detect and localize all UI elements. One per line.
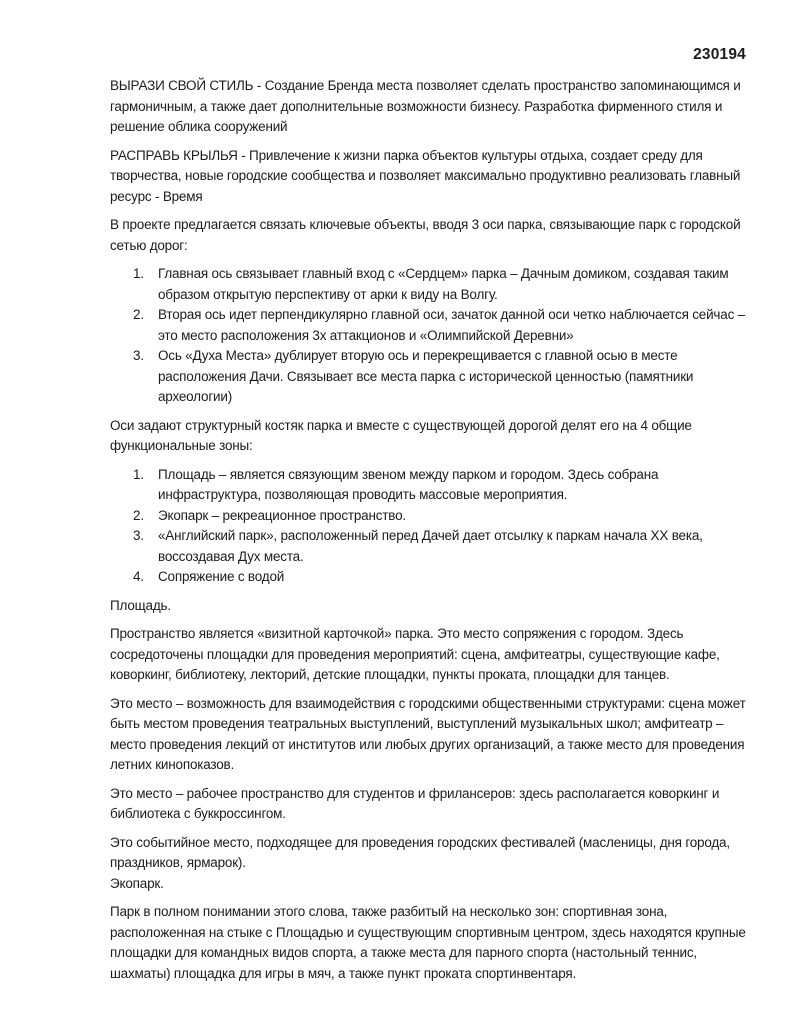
- paragraph-public-structures: Это место – возможность для взаимодействия с городскими общественными структурами: сцена может быть местом проведения театральных выступлений, выступлений музыкальных школ; амфитеатр – место проведения лекций от институтов или любых других организаций, а также место для проведения летних кинопоказов.: [110, 695, 746, 772]
- paragraph-spread-wings: РАСПРАВЬ КРЫЛЬЯ - Привлечение к жизни парка объектов культуры отдыха, создает среду для творчества, новые городские сообщества и позволяет максимально продуктивно реализовать главный ресурс - Время: [110, 147, 741, 204]
- paragraph-square-description: Пространство является «визитной карточкой» парка. Это место сопряжения с городом. Здесь сосредоточены площадки для проведения мероприятий: сцена, амфитеатры, существующие кафе, коворкинг, библиотеку, лекторий, детские площадки, пункты проката, площадки для танцев.: [110, 626, 720, 682]
- zones-list-item-4: Сопряжение с водой: [158, 569, 285, 584]
- paragraph-brand-style: ВЫРАЗИ СВОЙ СТИЛЬ - Создание Бренда места позволяет сделать пространство запоминающимся и гармоничным, а также дает дополнительные возможности бизнесу. Разработка фирменного стиля и решение облика сооружений: [110, 78, 741, 134]
- paragraph-festivals-line: Это событийное место, подходящее для проведения городских фестивалей (масленицы, дня города, праздников, ярмарок).: [110, 834, 730, 870]
- page-number: 230194: [693, 46, 746, 63]
- zones-list-item-3: «Английский парк», расположенный перед Дачей дает отсылку к паркам начала XX века, воссоздавая Дух места.: [158, 528, 703, 564]
- heading-square: Площадь.: [110, 597, 171, 613]
- paragraph-zones-intro: Оси задают структурный костяк парка и вместе с существующей дорогой делят его на 4 общие функциональные зоны:: [110, 417, 692, 453]
- zones-list: [110, 465, 748, 588]
- zones-list-item-1: Площадь – является связующим звеном между парком и городом. Здесь собрана инфраструктура, позволяющая проводить массовые мероприятия.: [158, 466, 659, 502]
- paragraph-axes-intro: В проекте предлагается связать ключевые объекты, вводя 3 оси парка, связывающие парк с городской сетью дорог:: [110, 217, 741, 253]
- zones-list-item-2: Экопарк – рекреационное пространство.: [158, 507, 406, 523]
- paragraph-coworking: Это место – рабочее пространство для студентов и фрилансеров: здесь располагается коворкинг и библиотека с буккроссингом.: [110, 785, 720, 821]
- axes-list: [110, 264, 748, 408]
- paragraph-sport-zone: Парк в полном понимании этого слова, также разбитый на несколько зон: спортивная зона, расположенная на стыке с Площадью и существующим спортивным центром, здесь находятся крупные площадки для командных видов спорта, а также места для парного спорта (настольный теннис, шахматы) площадка для игры в мяч, а также пункт проката спортинвентаря.: [110, 904, 746, 981]
- axes-list-item-1: Главная ось связывает главный вход с «Сердцем» парка – Дачным домиком, создавая таким образом открытую перспективу от арки к виду на Волгу.: [158, 266, 729, 302]
- axes-list-item-3: Ось «Духа Места» дублирует вторую ось и перекрещивается с главной осью в месте расположения Дачи. Связывает все места парка с исторической ценностью (памятники археологии): [158, 348, 694, 404]
- heading-ecopark: Экопарк.: [110, 875, 164, 891]
- paragraph-festivals: [110, 833, 748, 895]
- axes-list-item-2: Вторая ось идет перпендикулярно главной оси, зачаток данной оси четко наблючается сейчас – это место расположения 3х аттакционов и «Олимпийской Деревни»: [158, 307, 745, 343]
